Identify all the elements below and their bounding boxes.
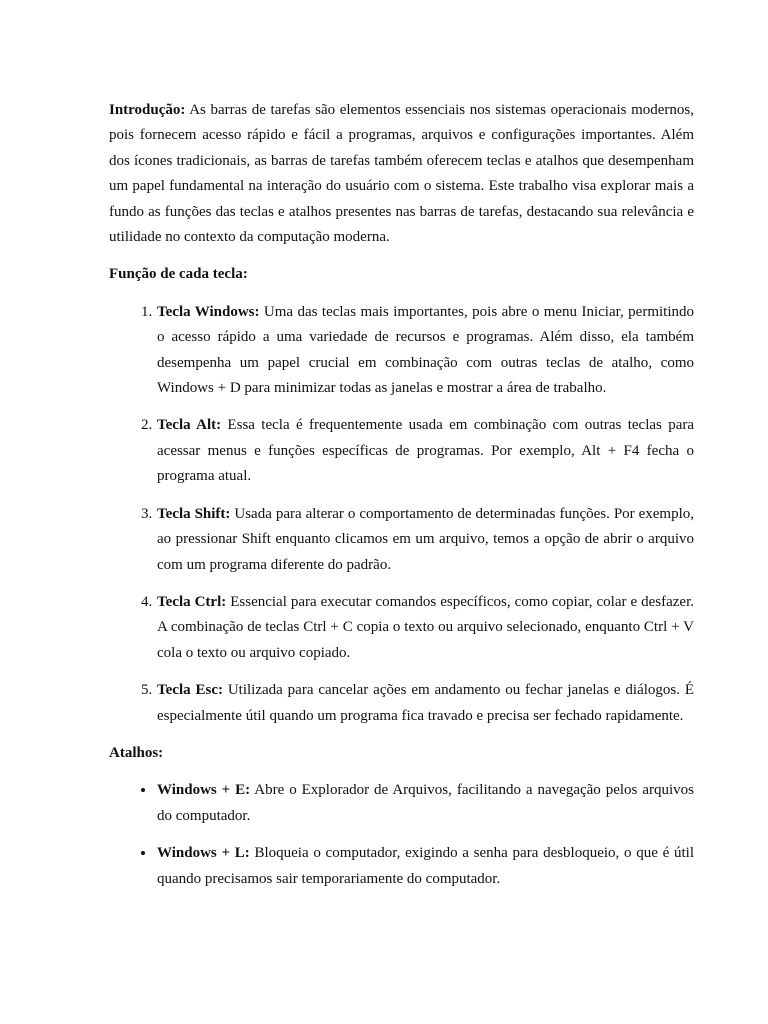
shortcut-item-lead: Windows + L: (157, 845, 250, 862)
key-item-lead: Tecla Windows: (157, 303, 260, 320)
keys-section-heading: Função de cada tecla: (109, 266, 248, 283)
shortcut-item-windows-l (156, 841, 694, 892)
shortcut-item-windows-e (156, 778, 694, 829)
key-item-shift (156, 502, 694, 578)
key-item-lead: Tecla Shift: (157, 505, 231, 522)
key-item-text: Utilizada para cancelar ações em andamento ou fechar janelas e diálogos. É especialmente útil quando um programa fica travado e precisa ser fechado rapidamente. (157, 682, 695, 724)
intro-lead: Introdução: (109, 102, 186, 118)
shortcut-item-text: Bloqueia o computador, exigindo a senha para desbloqueio, o que é útil quando precisamos sair temporariamente do computador. (157, 845, 694, 887)
keys-list (109, 300, 694, 729)
shortcuts-list (109, 778, 694, 892)
intro-text: As barras de tarefas são elementos essenciais nos sistemas operacionais modernos, pois fornecem acesso rápido e fácil a programas, arquivos e configurações importantes. Além dos ícones tradicionais, as barras de tarefas também oferecem teclas e atalhos que desempenham um papel fundamental na interação do usuário com o sistema. Este trabalho visa explorar mais a fundo as funções das teclas e atalhos presentes nas barras de tarefas, destacando sua relevância e utilidade no contexto da computação moderna. (109, 102, 694, 246)
shortcut-item-text: Abre o Explorador de Arquivos, facilitando a navegação pelos arquivos do computador. (157, 782, 694, 824)
key-item-lead: Tecla Alt: (157, 417, 222, 434)
key-item-alt (156, 413, 694, 489)
intro-paragraph (109, 98, 694, 250)
key-item-ctrl (156, 590, 694, 666)
key-item-lead: Tecla Ctrl: (157, 593, 227, 610)
key-item-text: Essa tecla é frequentemente usada em combinação com outras teclas para acessar menus e funções específicas de programas. Por exemplo, Alt + F4 fecha o programa atual. (157, 417, 695, 485)
shortcuts-section-heading: Atalhos: (109, 744, 164, 761)
document-body (109, 98, 694, 904)
shortcut-item-lead: Windows + E: (157, 782, 251, 799)
key-item-text: Usada para alterar o comportamento de determinadas funções. Por exemplo, ao pressionar Shift enquanto clicamos em um arquivo, temos a opção de abrir o arquivo com um programa diferente do padrão. (157, 505, 695, 573)
key-item-lead: Tecla Esc: (157, 682, 223, 699)
key-item-esc (156, 678, 694, 729)
key-item-text: Essencial para executar comandos específicos, como copiar, colar e desfazer. A combinação de teclas Ctrl + C copia o texto ou arquivo selecionado, enquanto Ctrl + V cola o texto ou arquivo copiado. (157, 593, 694, 661)
key-item-windows (156, 300, 694, 402)
key-item-text: Uma das teclas mais importantes, pois abre o menu Iniciar, permitindo o acesso rápido a uma variedade de recursos e programas. Além disso, ela também desempenha um papel crucial em combinação com outras teclas de atalho, como Windows + D para minimizar todas as janelas e mostrar a área de trabalho. (157, 303, 694, 397)
